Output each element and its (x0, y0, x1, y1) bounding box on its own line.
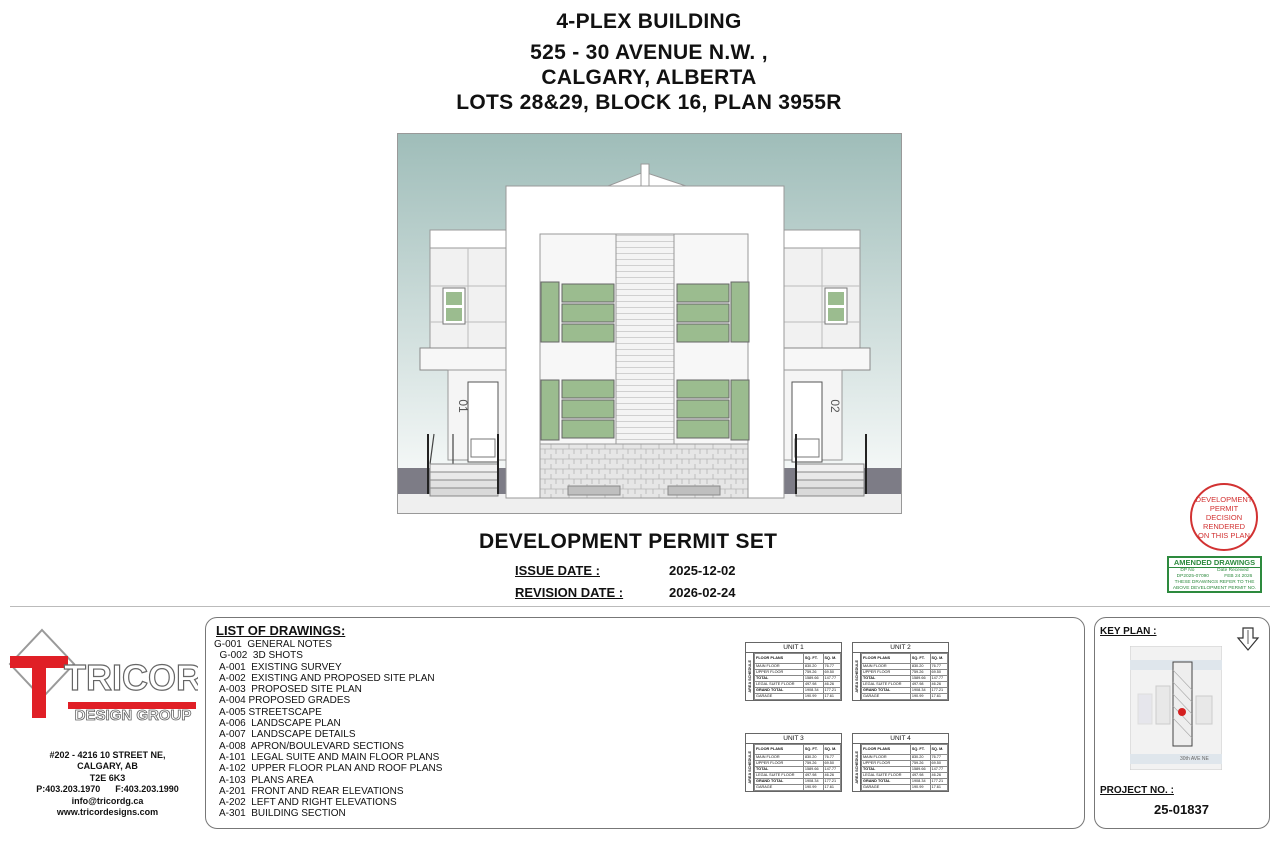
area-table-cell: 830.20 (803, 755, 823, 761)
drawing-item: A-005 STREETSCAPE (214, 706, 322, 718)
site-location-icon (1178, 708, 1186, 716)
section-divider (10, 606, 1270, 607)
drawing-item: A-004 PROPOSED GRADES (214, 695, 351, 707)
amended-date-label: Date Received (1217, 568, 1249, 573)
area-schedule-side-label: AREA SCHEDULE (854, 751, 859, 784)
area-table-cell: 190.99 (910, 785, 930, 791)
company-phones: P:403.203.1970 F:403.203.1990 (36, 784, 179, 795)
drawing-item: A-301 BUILDING SECTION (214, 808, 346, 820)
permit-decision-stamp (1190, 483, 1258, 551)
unit-01-door (468, 382, 498, 462)
company-address-line: CALGARY, AB (77, 761, 138, 772)
area-table-cell: 147.77 (823, 676, 840, 682)
left-balcony (420, 348, 506, 370)
area-table-cell: TOTAL (862, 767, 911, 773)
key-plan-title: KEY PLAN : (1100, 626, 1157, 637)
area-table-cell: 497.98 (803, 773, 823, 779)
company-address-line: #202 - 4216 10 STREET NE, (49, 750, 166, 760)
area-table-cell: MAIN FLOOR (755, 755, 804, 761)
area-table-row (862, 785, 948, 791)
area-table-cell: 1589.66 (910, 767, 930, 773)
area-table-cell: GRAND TOTAL (862, 688, 911, 694)
drawing-item: A-102 UPPER FLOOR PLAN AND ROOF PLANS (214, 763, 443, 775)
area-table-cell: 1589.66 (803, 676, 823, 682)
area-table-cell: 497.98 (910, 773, 930, 779)
project-title: 4-PLEX BUILDING (556, 10, 742, 33)
logo-tagline: DESIGN GROUP (74, 707, 192, 724)
area-table-header: SQ. M. (823, 745, 840, 755)
drawing-item: A-103 PLANS AREA (214, 774, 314, 786)
area-table-cell: GARAGE (755, 785, 804, 791)
area-table-cell: 76.77 (823, 664, 840, 670)
drawing-item: A-201 FRONT AND REAR ELEVATIONS (214, 785, 404, 797)
area-table-header: SQ. M. (823, 654, 840, 664)
area-table-unit-2 (852, 642, 949, 701)
revision-date-value: 2026-02-24 (669, 585, 736, 600)
drawing-item: A-001 EXISTING SURVEY (214, 661, 342, 673)
area-table-unit-3 (745, 733, 842, 792)
area-table-title: UNIT 2 (853, 643, 948, 653)
area-table-header: SQ. M. (930, 654, 947, 664)
area-table-cell: 76.77 (823, 755, 840, 761)
area-table-cell: 46.26 (930, 682, 947, 688)
stamp-line: DEVELOPMENT (1195, 494, 1253, 504)
area-table-cell: 69.50 (930, 670, 947, 676)
area-table-cell: GRAND TOTAL (755, 688, 804, 694)
area-table-cell: 1908.34 (803, 779, 823, 785)
revision-date-label: REVISION DATE : (515, 585, 624, 600)
drawings-list (214, 639, 442, 820)
area-table-header: SQ. FT. (803, 654, 823, 664)
drawing-item: G-001 GENERAL NOTES (214, 639, 332, 650)
area-table-title: UNIT 1 (746, 643, 841, 653)
project-city: CALGARY, ALBERTA (541, 66, 757, 89)
area-table-cell: TOTAL (755, 767, 804, 773)
area-table-cell: 17.61 (823, 694, 840, 700)
area-table-cell: GRAND TOTAL (755, 779, 804, 785)
drawing-item: A-008 APRON/BOULEVARD SECTIONS (214, 740, 404, 752)
stamp-line: DECISION (1205, 512, 1243, 522)
area-table-cell: 46.26 (823, 773, 840, 779)
amended-dp-label: DP No (1180, 568, 1195, 573)
area-table-cell: 1589.66 (803, 767, 823, 773)
amended-date-received: FEB 24 2026 (1224, 574, 1253, 579)
area-table-cell: UPPER FLOOR (862, 670, 911, 676)
company-address-line: T2E 6K3 (89, 772, 126, 783)
area-schedule-side-label: AREA SCHEDULE (747, 751, 752, 784)
area-table-cell: UPPER FLOOR (755, 670, 804, 676)
area-table-cell: TOTAL (755, 676, 804, 682)
area-table-cell: 759.26 (910, 761, 930, 767)
area-table-cell: 190.99 (910, 694, 930, 700)
area-table-cell: 76.77 (930, 755, 947, 761)
amended-note: THESE DRAWINGS REFER TO THE (1174, 580, 1255, 585)
area-table-cell: 76.77 (930, 664, 947, 670)
area-table-cell: UPPER FLOOR (755, 761, 804, 767)
amended-title: AMENDED DRAWINGS (1169, 558, 1260, 568)
company-email: info@tricordg.ca (71, 795, 144, 806)
area-table-cell: 17.61 (823, 785, 840, 791)
right-balcony (784, 348, 870, 370)
drawing-item: G-002 3D SHOTS (214, 650, 303, 662)
area-table-cell: GARAGE (862, 694, 911, 700)
area-table-cell: 147.77 (930, 767, 947, 773)
area-table-cell: 497.98 (910, 682, 930, 688)
area-table-cell: GARAGE (755, 694, 804, 700)
area-table-title: UNIT 4 (853, 734, 948, 744)
area-table-cell: 177.21 (823, 688, 840, 694)
project-legal-description: LOTS 28&29, BLOCK 16, PLAN 3955R (456, 91, 842, 114)
area-table-cell: 1908.34 (910, 688, 930, 694)
area-table-cell: 830.20 (910, 755, 930, 761)
area-table-cell: 1908.34 (803, 688, 823, 694)
area-table-cell: 190.99 (803, 785, 823, 791)
area-table-cell: 830.20 (803, 664, 823, 670)
area-table-row (755, 785, 841, 791)
area-table-cell: 759.26 (910, 670, 930, 676)
company-website: www.tricordesigns.com (56, 807, 159, 818)
area-table-cell: 497.98 (803, 682, 823, 688)
area-table-cell: LEGAL SUITE FLOOR (755, 682, 804, 688)
area-table-cell: 177.21 (930, 779, 947, 785)
drawing-item: A-006 LANDSCAPE PLAN (214, 718, 341, 730)
area-schedule-side-label: AREA SCHEDULE (854, 660, 859, 693)
area-table-header: SQ. M. (930, 745, 947, 755)
company-contact (20, 750, 195, 818)
area-table-cell: 759.26 (803, 761, 823, 767)
drawing-item: A-202 LEFT AND RIGHT ELEVATIONS (214, 797, 397, 809)
company-logo (8, 626, 198, 726)
building-rendering (397, 133, 902, 514)
area-table-row (862, 694, 948, 700)
area-table-row (755, 694, 841, 700)
stamp-line: RENDERED (1202, 521, 1246, 531)
stamp-line: PERMIT (1209, 503, 1239, 513)
area-table-cell: 46.26 (930, 773, 947, 779)
area-table-unit-1 (745, 642, 842, 701)
amended-dp-number: DP2025-07090 (1176, 574, 1209, 579)
area-table-cell: 177.21 (823, 779, 840, 785)
area-table-header: SQ. FT. (803, 745, 823, 755)
area-table-header: SQ. FT. (910, 745, 930, 755)
area-table-cell: 17.61 (930, 785, 947, 791)
drawing-item: A-007 LANDSCAPE DETAILS (214, 729, 356, 741)
area-table-title: UNIT 3 (746, 734, 841, 744)
area-table-cell: 46.26 (823, 682, 840, 688)
area-table-cell: 17.61 (930, 694, 947, 700)
area-table-header: SQ. FT. (910, 654, 930, 664)
project-number: 25-01837 (1154, 802, 1209, 817)
area-table-cell: MAIN FLOOR (862, 664, 911, 670)
area-table-cell: 69.50 (930, 761, 947, 767)
area-table-cell: UPPER FLOOR (862, 761, 911, 767)
area-table-cell: GARAGE (862, 785, 911, 791)
drawing-item: A-003 PROPOSED SITE PLAN (214, 684, 362, 696)
key-plan-map (1130, 646, 1222, 770)
area-table-unit-4 (852, 733, 949, 792)
area-table-cell: 147.77 (930, 676, 947, 682)
permit-set-title: DEVELOPMENT PERMIT SET (479, 530, 778, 553)
project-number-label: PROJECT NO. : (1100, 785, 1174, 796)
siding-panel (616, 234, 674, 444)
area-table-cell: LEGAL SUITE FLOOR (862, 773, 911, 779)
area-schedule-side-label: AREA SCHEDULE (747, 660, 752, 693)
area-table-header: FLOOR PLANS (755, 745, 804, 755)
area-table-cell: 1589.66 (910, 676, 930, 682)
area-table-cell: 147.77 (823, 767, 840, 773)
area-table-header: FLOOR PLANS (755, 654, 804, 664)
issue-date-label: ISSUE DATE : (515, 563, 600, 578)
area-table-cell: MAIN FLOOR (862, 755, 911, 761)
stamp-line: ON THIS PLAN (1198, 530, 1250, 540)
amended-note: ABOVE DEVELOPMENT PERMIT NO. (1172, 586, 1257, 591)
drawing-item: A-002 EXISTING AND PROPOSED SITE PLAN (214, 672, 435, 684)
area-table-cell: 69.50 (823, 670, 840, 676)
area-table-cell: TOTAL (862, 676, 911, 682)
area-table-cell: 177.21 (930, 688, 947, 694)
area-table-cell: 830.20 (910, 664, 930, 670)
area-table-cell: LEGAL SUITE FLOOR (862, 682, 911, 688)
key-plan-street-label: 30th AVE NE (1180, 756, 1209, 762)
amended-drawings-stamp (1167, 556, 1262, 593)
north-arrow-icon (1236, 626, 1260, 652)
project-address: 525 - 30 AVENUE N.W. , (530, 41, 768, 64)
area-table-cell: 1908.34 (910, 779, 930, 785)
area-table-cell: GRAND TOTAL (862, 779, 911, 785)
logo-wordmark: TRICOR (64, 657, 198, 698)
drawing-item: A-101 LEGAL SUITE AND MAIN FLOOR PLANS (214, 751, 440, 763)
area-table-header: FLOOR PLANS (862, 654, 911, 664)
drawings-list-title: LIST OF DRAWINGS: (216, 623, 346, 638)
area-table-header: FLOOR PLANS (862, 745, 911, 755)
area-table-cell: 190.99 (803, 694, 823, 700)
area-table-cell: 69.50 (823, 761, 840, 767)
unit-02-label: 02 (828, 399, 842, 413)
area-table-cell: LEGAL SUITE FLOOR (755, 773, 804, 779)
area-table-cell: MAIN FLOOR (755, 664, 804, 670)
issue-date-value: 2025-12-02 (669, 563, 736, 578)
area-table-cell: 759.26 (803, 670, 823, 676)
unit-01-label: 01 (456, 399, 470, 413)
